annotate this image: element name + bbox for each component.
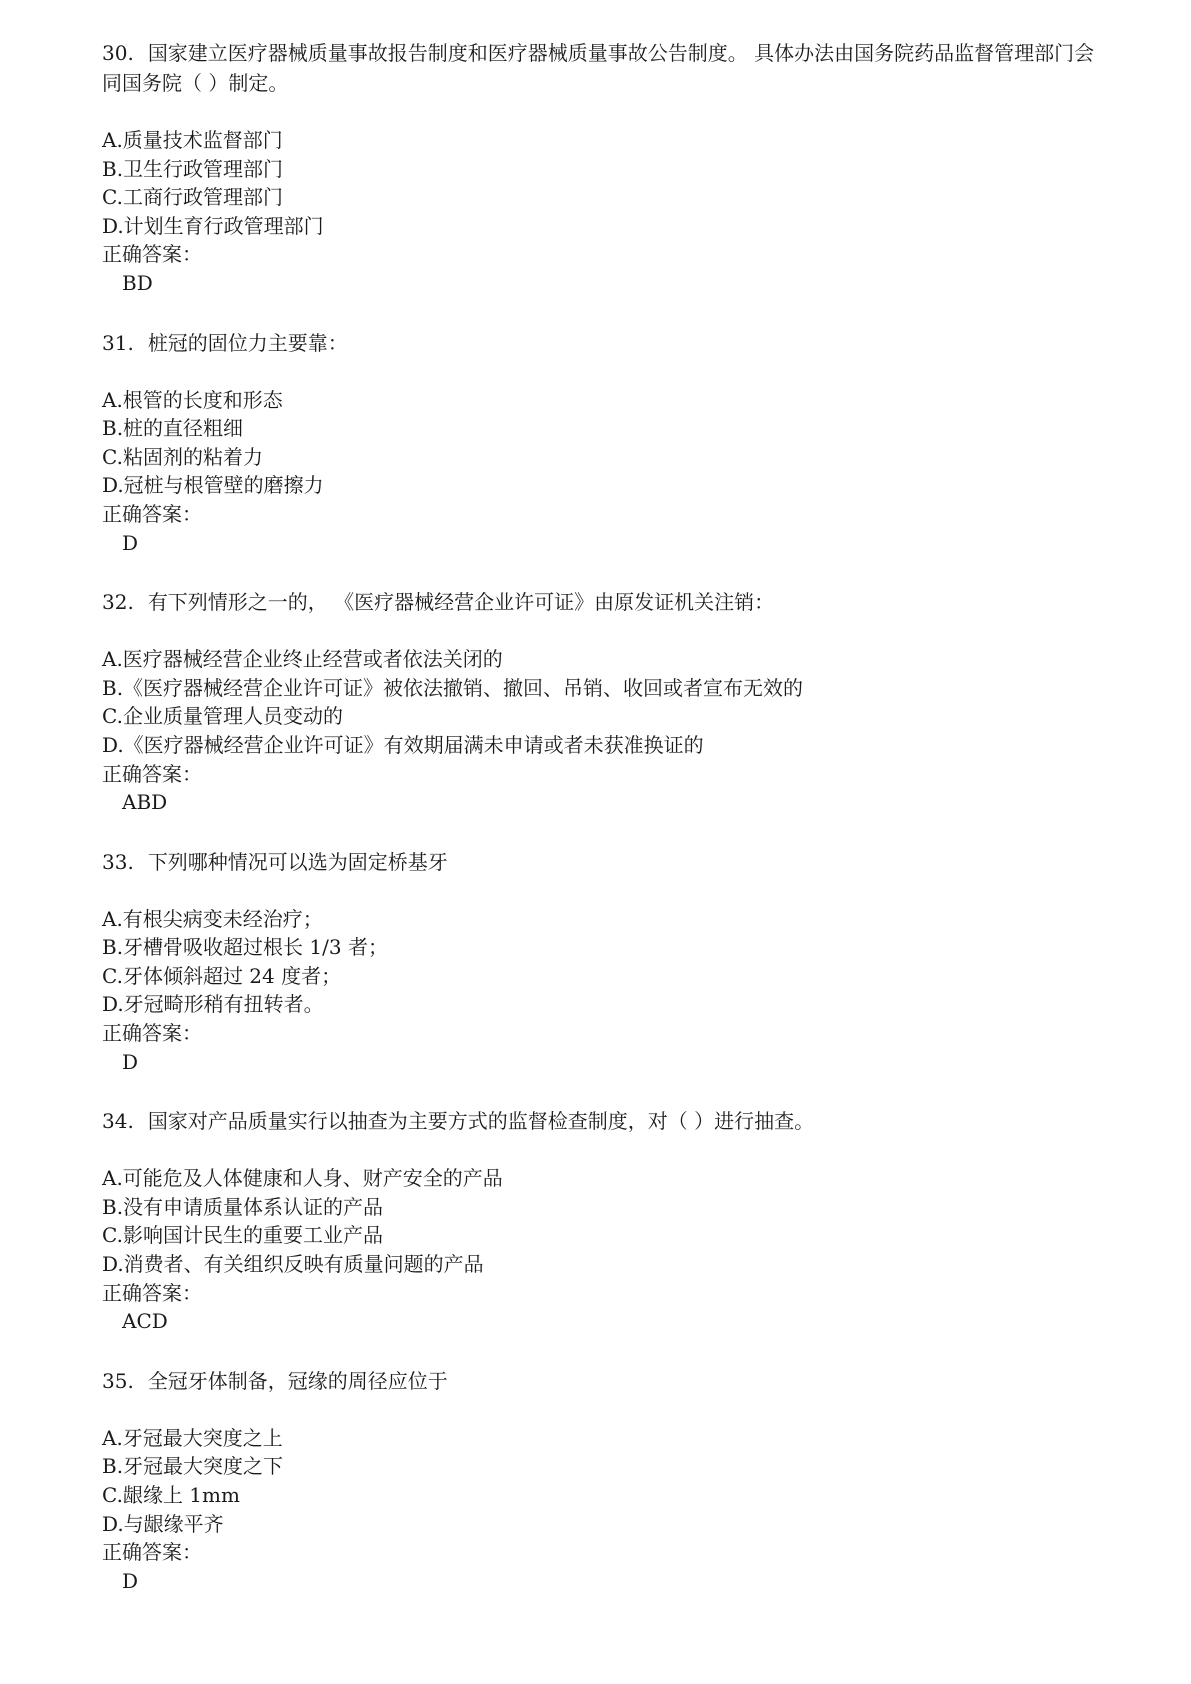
document-page [102,38,1112,1625]
answer-value: ACD [122,1309,168,1334]
question-35 [102,1366,1112,1596]
question-text: 国家建立医疗器械质量事故报告制度和医疗器械质量事故公告制度。 具体办法由国务院药品监督管理部门会同国务院（ ）制定。 [102,41,1095,95]
option-a: A.根管的长度和形态 [102,387,283,412]
answer-label: 正确答案： [102,1540,202,1565]
option-b: B.没有申请质量体系认证的产品 [102,1194,384,1219]
option-a: A.质量技术监督部门 [102,128,283,152]
option-d: D.与龈缘平齐 [102,1511,224,1536]
answer-label: 正确答案： [102,501,202,526]
question-stem [102,1366,1112,1396]
question-text: 桩冠的固位力主要靠： [147,330,348,355]
question-stem [102,1106,1112,1136]
option-a: A.可能危及人体健康和人身、财产安全的产品 [102,1166,503,1191]
option-c: C.企业质量管理人员变动的 [102,704,343,729]
answer-label: 正确答案： [102,1021,202,1046]
question-32 [102,587,1112,817]
answer-label: 正确答案： [102,761,202,786]
answer-label: 正确答案： [102,242,202,267]
option-c: C.龈缘上 1mm [102,1483,240,1507]
question-33 [102,847,1112,1077]
answer-value: D [122,530,139,555]
question-stem [102,587,1112,617]
question-text: 全冠牙体制备，冠缘的周径应位于 [147,1368,448,1393]
answer-value: D [122,1049,139,1074]
option-a: A.有根尖病变未经治疗； [102,906,323,931]
option-a: A.医疗器械经营企业终止经营或者依法关闭的 [102,647,503,672]
option-d: D.消费者、有关组织反映有质量问题的产品 [102,1252,484,1277]
option-b: B.卫生行政管理部门 [102,156,284,181]
answer-value: D [122,1568,139,1593]
option-c: C.粘固剂的粘着力 [102,444,263,469]
option-b: B.《医疗器械经营企业许可证》被依法撤销、撤回、吊销、收回或者宣布无效的 [102,675,804,700]
option-a: A.牙冠最大突度之上 [102,1425,283,1450]
option-b: B.桩的直径粗细 [102,416,244,441]
answer-value: BD [122,270,153,295]
answer-value: ABD [122,790,168,815]
option-b: B.牙冠最大突度之下 [102,1454,284,1479]
option-c: C.牙体倾斜超过 24 度者； [102,963,342,988]
question-31 [102,328,1112,558]
question-number: 35. [102,1368,134,1393]
answer-label: 正确答案： [102,1280,202,1305]
question-34 [102,1106,1112,1336]
option-c: C.影响国计民生的重要工业产品 [102,1223,383,1248]
question-number: 34. [102,1109,134,1134]
question-number: 32. [102,590,134,615]
question-number: 30. [102,41,134,65]
question-number: 33. [102,849,134,874]
question-text: 有下列情形之一的， 《医疗器械经营企业许可证》由原发证机关注销： [147,590,775,615]
option-d: D.计划生育行政管理部门 [102,213,324,238]
option-b: B.牙槽骨吸收超过根长 1/3 者； [102,935,388,960]
option-d: D.冠桩与根管壁的磨擦力 [102,473,324,498]
question-stem [102,38,1112,98]
question-text: 下列哪种情况可以选为固定桥基牙 [147,849,448,874]
question-stem [102,847,1112,877]
option-c: C.工商行政管理部门 [102,185,283,210]
option-d: D.《医疗器械经营企业许可证》有效期届满未申请或者未获准换证的 [102,732,704,757]
question-number: 31. [102,330,134,355]
option-d: D.牙冠畸形稍有扭转者。 [102,992,324,1017]
question-30 [102,38,1112,298]
question-text: 国家对产品质量实行以抽查为主要方式的监督检查制度，对（ ）进行抽查。 [147,1109,815,1134]
question-stem [102,328,1112,358]
